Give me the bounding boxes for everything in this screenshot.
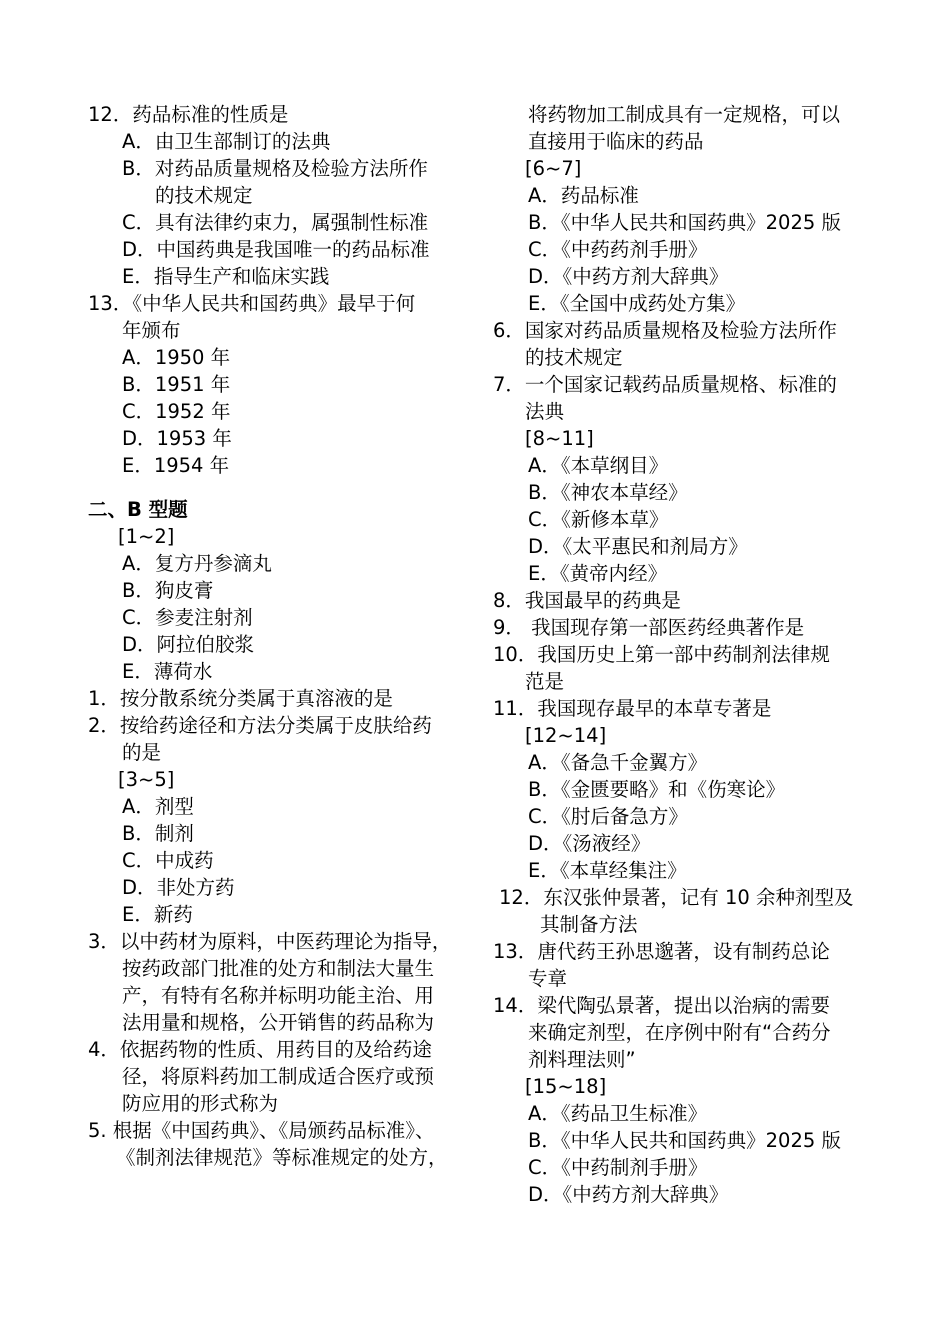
text-line: 范是 <box>525 670 565 693</box>
text-line: C．1952 年 <box>122 400 231 423</box>
text-line: 将药物加工制成具有一定规格，可以 <box>528 103 841 126</box>
text-line: B．制剂 <box>122 822 194 845</box>
text-line: [6~7] <box>525 157 582 180</box>
text-line: 年颁布 <box>122 319 181 342</box>
text-line: [15~18] <box>525 1075 607 1098</box>
text-line: 的技术规定 <box>155 184 253 207</box>
text-line: 11．我国现存最早的本草专著是 <box>493 697 772 720</box>
text-line: 1．按分散系统分类属于真溶液的是 <box>88 687 393 710</box>
text-line: B．《中华人民共和国药典》2025 版 <box>528 211 841 234</box>
text-line: [1~2] <box>118 525 175 548</box>
text-line: D．《太平惠民和剂局方》 <box>528 535 748 558</box>
text-line: [12~14] <box>525 724 607 747</box>
text-line: 13．唐代药王孙思邈著，设有制药总论 <box>493 940 830 963</box>
text-line: 径，将原料药加工制成适合医疗或预 <box>122 1065 435 1088</box>
text-line: D．1953 年 <box>122 427 232 450</box>
right-column <box>493 101 873 1208</box>
text-line: B．对药品质量规格及检验方法所作 <box>122 157 428 180</box>
text-line: A．由卫生部制订的法典 <box>122 130 331 153</box>
text-line: 《制剂法律规范》等标准规定的处方， <box>116 1146 448 1169</box>
text-line: 5. 根据《中国药典》、《局颁药品标准》、 <box>88 1119 435 1142</box>
text-line: 直接用于临床的药品 <box>528 130 704 153</box>
text-line: C．参麦注射剂 <box>122 606 253 629</box>
text-line: 2．按给药途径和方法分类属于皮肤给药 <box>88 714 432 737</box>
text-line: D．《中药方剂大辞典》 <box>528 265 729 288</box>
text-line: 14．梁代陶弘景著，提出以治病的需要 <box>493 994 830 1017</box>
text-line: 3．以中药材为原料，中医药理论为指导， <box>88 930 452 953</box>
text-line: 剂料理法则” <box>528 1048 636 1071</box>
text-line: A．1950 年 <box>122 346 231 369</box>
text-line: D．阿拉伯胶浆 <box>122 633 255 656</box>
text-line: C．具有法律约束力，属强制性标准 <box>122 211 429 234</box>
text-line: A．复方丹参滴丸 <box>122 552 272 575</box>
text-line: [8~11] <box>525 427 594 450</box>
text-line: E．《黄帝内经》 <box>528 562 668 585</box>
text-line: 12．药品标准的性质是 <box>88 103 289 126</box>
text-line: E．《本草经集注》 <box>528 859 687 882</box>
text-line: A．《备急千金翼方》 <box>528 751 708 774</box>
text-line: D．非处方药 <box>122 876 235 899</box>
text-line: 来确定剂型，在序例中附有“合药分 <box>528 1021 831 1044</box>
text-line: E．新药 <box>122 903 193 926</box>
text-line: A．《药品卫生标准》 <box>528 1102 708 1125</box>
text-line: 8．我国最早的药典是 <box>493 589 681 612</box>
text-line: E．薄荷水 <box>122 660 213 683</box>
text-line: 12．东汉张仲景著，记有 10 余种剂型及 <box>499 886 854 909</box>
text-line: B．《金匮要略》和《伤寒论》 <box>528 778 786 801</box>
text-line: 的技术规定 <box>525 346 623 369</box>
text-line: D．中国药典是我国唯一的药品标准 <box>122 238 430 261</box>
text-line: 防应用的形式称为 <box>122 1092 279 1115</box>
text-line: C．《中药药剂手册》 <box>528 238 708 261</box>
text-line: 其制备方法 <box>540 913 638 936</box>
text-line: D．《汤液经》 <box>528 832 651 855</box>
text-line: E．《全国中成药处方集》 <box>528 292 746 315</box>
text-line: C．中成药 <box>122 849 214 872</box>
text-line: B．1951 年 <box>122 373 231 396</box>
text-line: 9． 我国现存第一部医药经典著作是 <box>493 616 805 639</box>
text-line: 专章 <box>528 967 568 990</box>
section-heading: 二、B 型题 <box>88 498 188 521</box>
text-line: 产，有特有名称并标明功能主治、用 <box>122 984 435 1007</box>
text-line: 的是 <box>122 741 162 764</box>
text-line: 法用量和规格，公开销售的药品称为 <box>122 1011 435 1034</box>
text-line: A．《本草纲目》 <box>528 454 669 477</box>
text-line: C．《新修本草》 <box>528 508 669 531</box>
text-line: B．《神农本草经》 <box>528 481 688 504</box>
text-line: B．《中华人民共和国药典》2025 版 <box>528 1129 841 1152</box>
left-column <box>88 101 488 1171</box>
text-line: 4．依据药物的性质、用药目的及给药途 <box>88 1038 432 1061</box>
text-line: 按药政部门批准的处方和制法大量生 <box>122 957 435 980</box>
text-line: [3~5] <box>118 768 175 791</box>
text-line: C．《中药制剂手册》 <box>528 1156 708 1179</box>
text-line: 10．我国历史上第一部中药制剂法律规 <box>493 643 830 666</box>
text-line: C．《肘后备急方》 <box>528 805 688 828</box>
text-line: 7．一个国家记载药品质量规格、标准的 <box>493 373 837 396</box>
text-line: B．狗皮膏 <box>122 579 214 602</box>
text-line: D．《中药方剂大辞典》 <box>528 1183 729 1206</box>
text-line: E．1954 年 <box>122 454 230 477</box>
text-line: 法典 <box>525 400 565 423</box>
text-line: E．指导生产和临床实践 <box>122 265 330 288</box>
text-line: A．药品标准 <box>528 184 639 207</box>
text-line: 13．《中华人民共和国药典》最早于何 <box>88 292 416 315</box>
text-line: 6．国家对药品质量规格及检验方法所作 <box>493 319 837 342</box>
text-line: A．剂型 <box>122 795 194 818</box>
